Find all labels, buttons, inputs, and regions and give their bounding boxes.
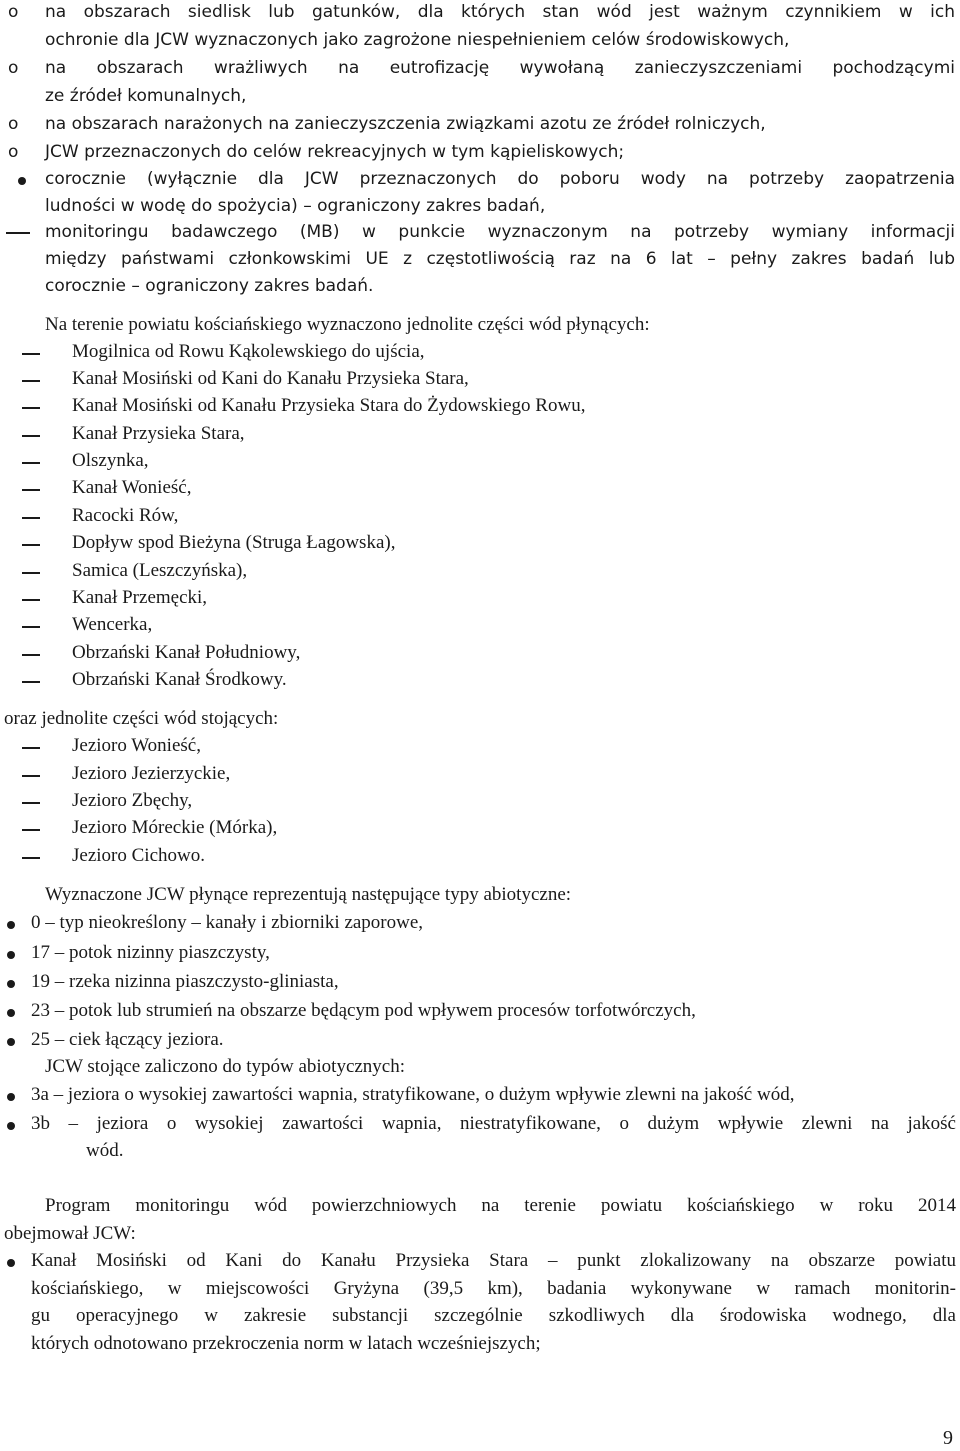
list-item-line: monitoringu badawczego (MB) w punkcie wyznaczonym na potrzeby wymiany informacji (45, 222, 955, 242)
list-item: Kanał Wonieść, (72, 477, 192, 498)
list-item-line: wód. (86, 1140, 124, 1161)
list-item-line: Kanał Mosiński od Kani do Kanału Przysieka Stara – punkt zlokalizowany na obszarze powiatu (31, 1250, 956, 1271)
list-item: 0 – typ nieokreślony – kanały i zbiorniki zaporowe, (31, 912, 424, 933)
list-item: Jezioro Zbęchy, (72, 790, 193, 811)
dash-icon (22, 353, 40, 355)
list-item: Jezioro Móreckie (Mórka), (72, 817, 278, 838)
list-item-line: corocznie (wyłącznie dla JCW przeznaczonych do poboru wody na potrzeby zaopatrzenia (45, 169, 955, 189)
dash-icon (22, 599, 40, 601)
list-item-line: na obszarach narażonych na zanieczyszczenia związkami azotu ze źródeł rolniczych, (45, 114, 766, 134)
list-item: Obrzański Kanał Środkowy. (72, 669, 287, 690)
dash-icon (22, 802, 40, 804)
list-marker-o: o (8, 142, 19, 162)
list-item-line: gu operacyjnego w zakresie substancji szczególnie szkodliwych dla środowiska wodnego, dla (31, 1305, 956, 1326)
list-item: Kanał Przysieka Stara, (72, 423, 245, 444)
bullet-icon (18, 177, 26, 185)
bullet-icon (7, 1093, 15, 1101)
bullet-icon (7, 1259, 15, 1267)
list-item-line: między państwami członkowskimi UE z częstotliwością raz na 6 lat – pełny zakres badań lub (45, 249, 955, 269)
list-item: 23 – potok lub strumień na obszarze będącym pod wpływem procesów torfotwórczych, (31, 1000, 696, 1021)
dash-icon (22, 681, 40, 683)
dash-icon (6, 232, 30, 234)
list-marker-o: o (8, 58, 19, 78)
section-intro: Na terenie powiatu kościańskiego wyznaczono jednolite części wód płynących: (45, 314, 650, 335)
dash-icon (22, 517, 40, 519)
list-item-line: ochronie dla JCW wyznaczonych jako zagrożone niespełnieniem celów środowiskowych, (45, 30, 790, 50)
dash-icon (22, 829, 40, 831)
section-intro-line: obejmował JCW: (4, 1223, 136, 1244)
list-item: Mogilnica od Rowu Kąkolewskiego do ujścia, (72, 341, 425, 362)
dash-icon (22, 380, 40, 382)
dash-icon (22, 544, 40, 546)
dash-icon (22, 572, 40, 574)
dash-icon (22, 435, 40, 437)
list-item-line: JCW przeznaczonych do celów rekreacyjnych w tym kąpieliskowych; (45, 142, 625, 162)
list-item-line: na obszarach siedlisk lub gatunków, dla których stan wód jest ważnym czynnikiem w ich (45, 2, 955, 22)
bullet-icon (7, 1038, 15, 1046)
list-item: Wencerka, (72, 614, 153, 635)
dash-icon (22, 626, 40, 628)
list-item: 19 – rzeka nizinna piaszczysto-gliniasta, (31, 971, 339, 992)
dash-icon (22, 462, 40, 464)
list-item: Kanał Mosiński od Kani do Kanału Przysieka Stara, (72, 368, 469, 389)
dash-icon (22, 489, 40, 491)
dash-icon (22, 654, 40, 656)
list-item: Olszynka, (72, 450, 149, 471)
dash-icon (22, 407, 40, 409)
bullet-icon (7, 951, 15, 959)
list-item: Samica (Leszczyńska), (72, 560, 248, 581)
list-item-line: na obszarach wrażliwych na eutrofizację wywołaną zanieczyszczeniami pochodzącymi (45, 58, 955, 78)
bullet-icon (7, 921, 15, 929)
bullet-icon (7, 1009, 15, 1017)
list-item: Jezioro Wonieść, (72, 735, 201, 756)
section-intro: Program monitoringu wód powierzchniowych na terenie powiatu kościańskiego w roku 2014 (45, 1195, 956, 1216)
list-item: Jezioro Jezierzyckie, (72, 763, 231, 784)
list-item: Racocki Rów, (72, 505, 179, 526)
list-marker-o: o (8, 2, 19, 22)
list-item: 17 – potok nizinny piaszczysty, (31, 942, 270, 963)
list-marker-o: o (8, 114, 19, 134)
section-intro: oraz jednolite części wód stojących: (4, 708, 279, 729)
dash-icon (22, 747, 40, 749)
list-item: 25 – ciek łączący jeziora. (31, 1029, 224, 1050)
list-item: 3a – jeziora o wysokiej zawartości wapnia, stratyfikowane, o dużym wpływie zlewni na jakość wód, (31, 1084, 795, 1105)
bullet-icon (7, 1122, 15, 1130)
list-item-line: których odnotowano przekroczenia norm w latach wcześniejszych; (31, 1333, 541, 1354)
list-item: 3b – jeziora o wysokiej zawartości wapnia, niestratyfikowane, o dużym wpływie zlewni na jakość (31, 1113, 956, 1134)
page-number: 9 (943, 1427, 953, 1449)
list-item: Kanał Przemęcki, (72, 587, 208, 608)
section-intro: JCW stojące zaliczono do typów abiotycznych: (45, 1056, 406, 1077)
list-item: Obrzański Kanał Południowy, (72, 642, 301, 663)
list-item: Jezioro Cichowo. (72, 845, 205, 866)
list-item-line: ze źródeł komunalnych, (45, 86, 247, 106)
list-item: Kanał Mosiński od Kanału Przysieka Stara do Żydowskiego Rowu, (72, 395, 586, 416)
dash-icon (22, 857, 40, 859)
list-item: Dopływ spod Bieżyna (Struga Łagowska), (72, 532, 396, 553)
list-item-line: kościańskiego, w miejscowości Gryżyna (39,5 km), badania wykonywane w ramach monitorin- (31, 1278, 956, 1299)
bullet-icon (7, 980, 15, 988)
list-item-line: ludności w wodę do spożycia) – ograniczony zakres badań, (45, 196, 546, 216)
list-item-line: corocznie – ograniczony zakres badań. (45, 276, 374, 296)
section-intro: Wyznaczone JCW płynące reprezentują następujące typy abiotyczne: (45, 884, 572, 905)
dash-icon (22, 775, 40, 777)
